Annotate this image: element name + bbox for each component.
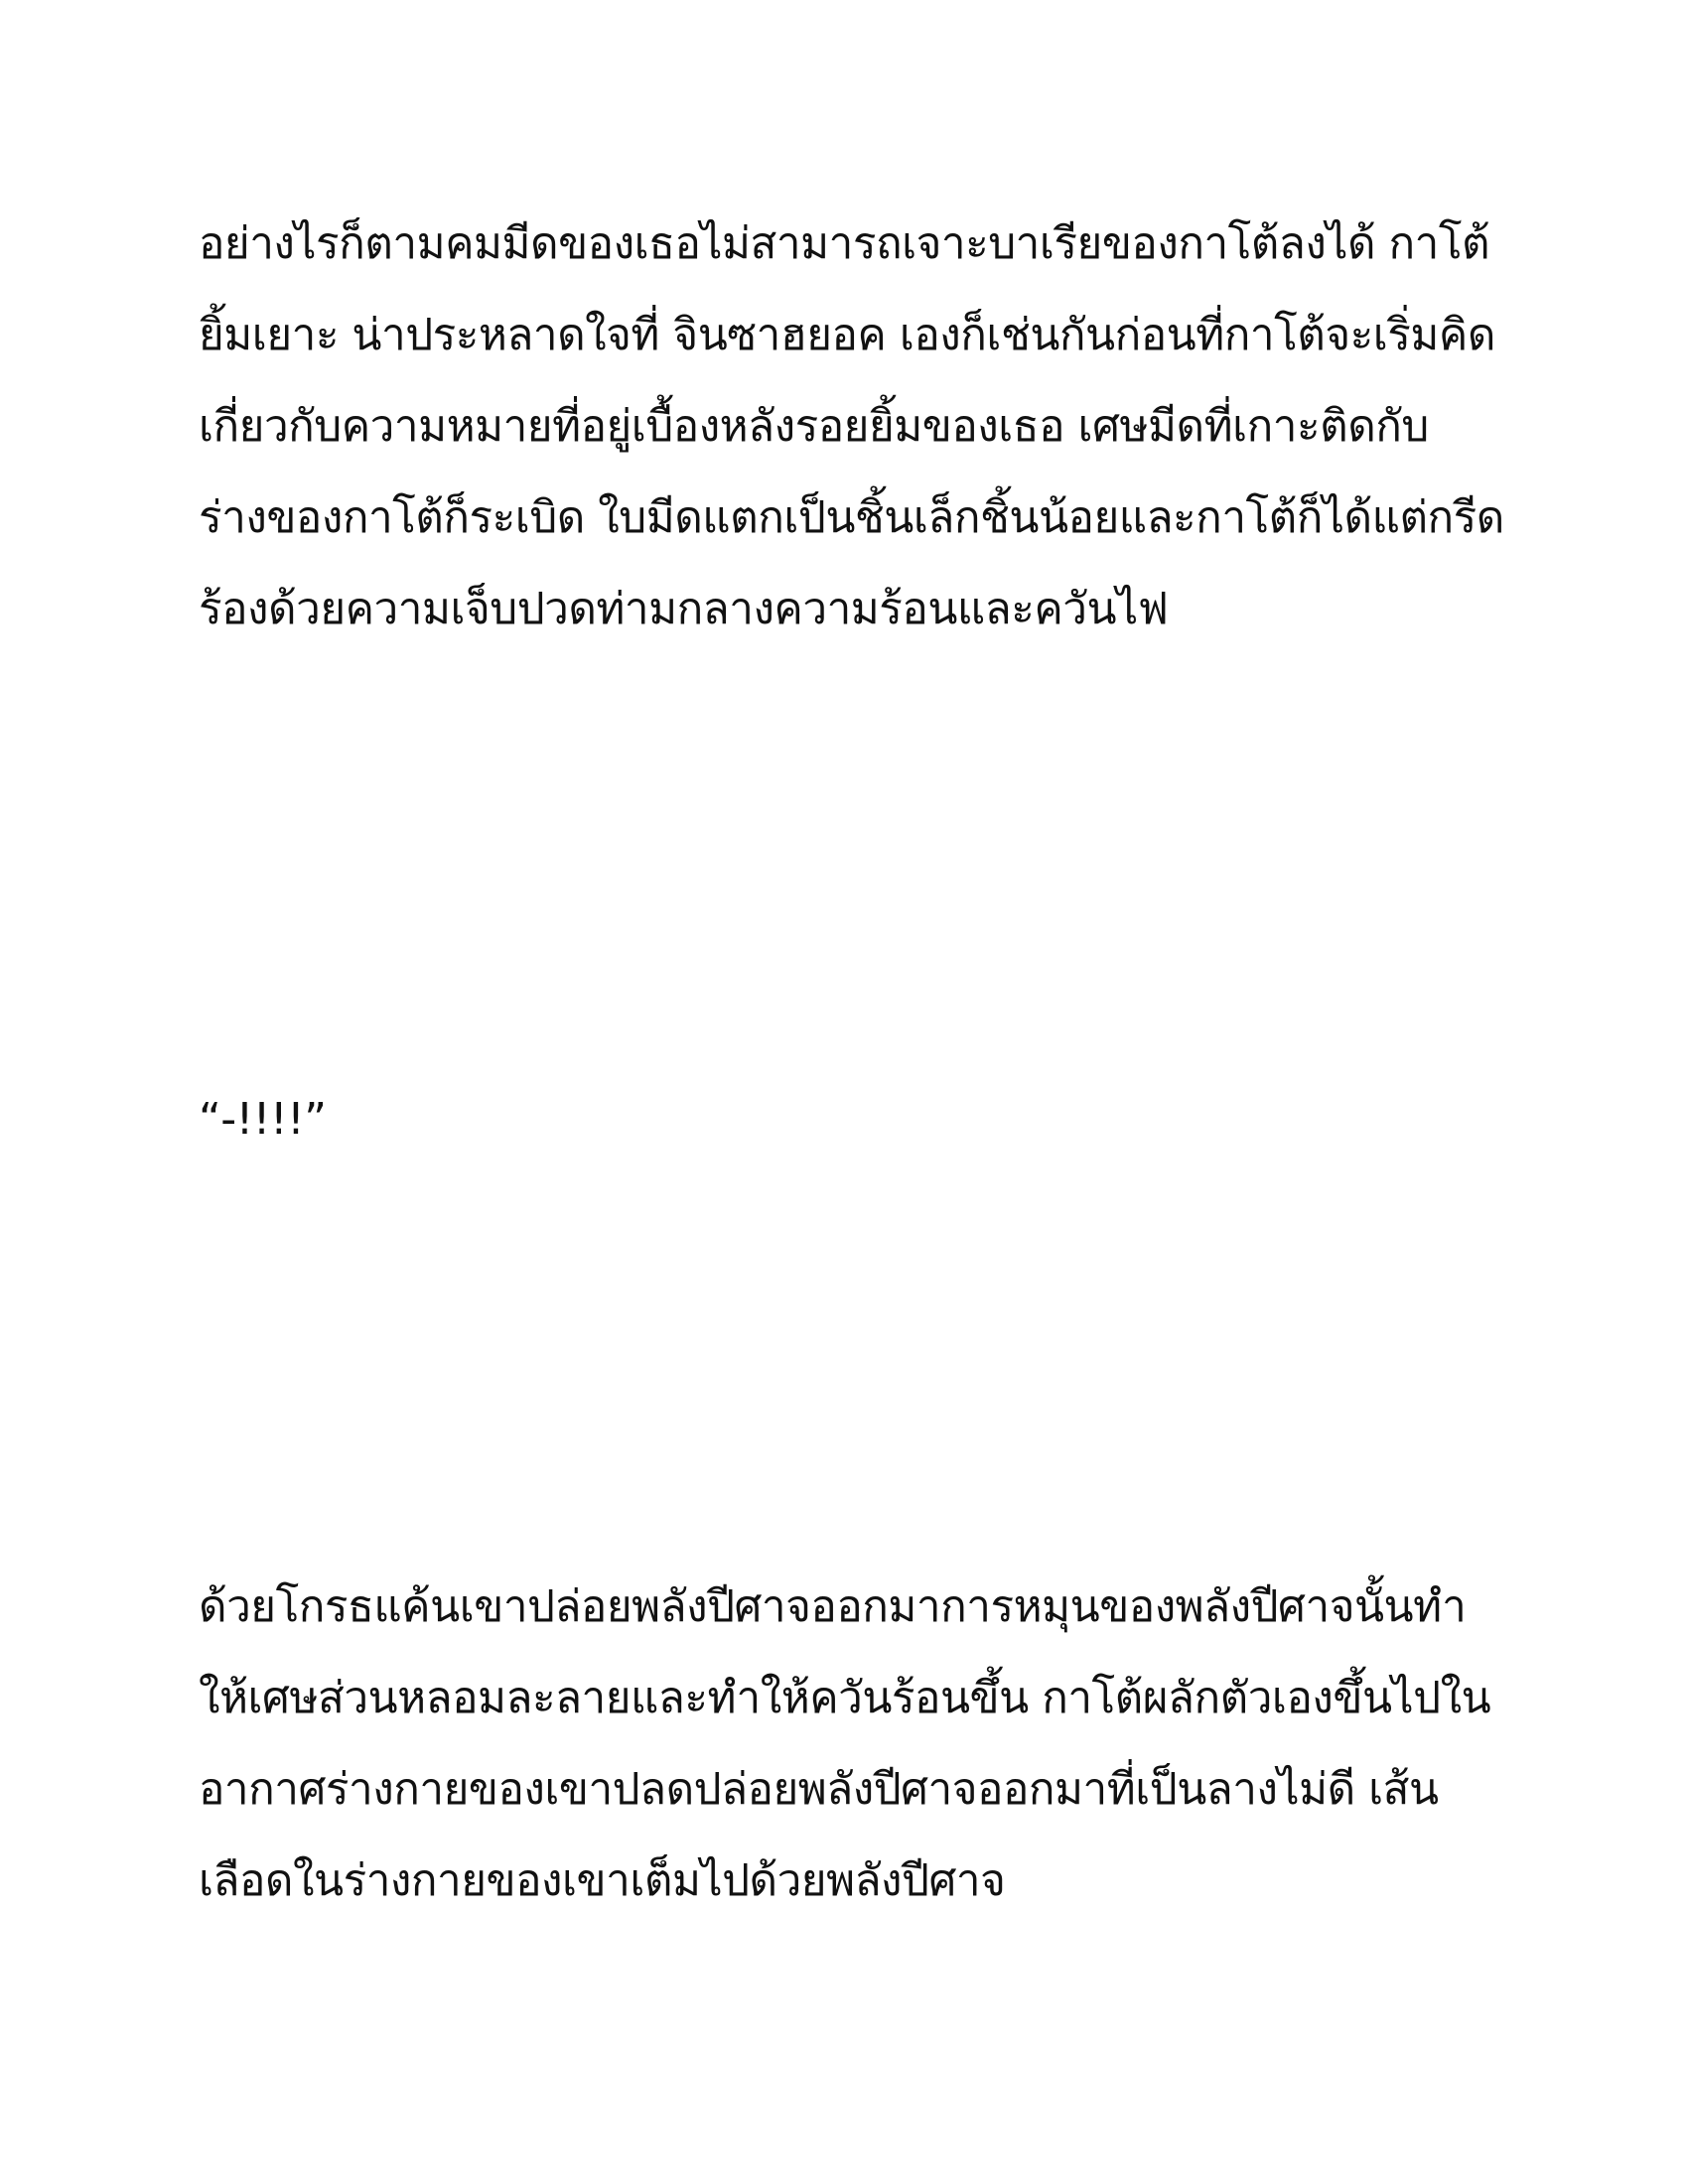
dialogue-line: “-!!!!” — [199, 1094, 327, 1145]
text-line: อย่างไรก็ตามคมมีดของเธอไม่สามารถเจาะบาเรียของกาโต้ลงได้ กาโต้ — [199, 218, 1490, 269]
text-line: ยิ้มเยาะ น่าประหลาดใจที่ จินซาฮยอค เองก็เช่นกันก่อนที่กาโต้จะเริ่มคิด — [199, 310, 1495, 360]
paragraph — [199, 1562, 1489, 1927]
text-line: เลือดในร่างกายของเขาเต็มไปด้วยพลังปีศาจ — [199, 1855, 1006, 1906]
text-line: อากาศร่างกายของเขาปลดปล่อยพลังปีศาจออกมาที่เป็นลางไม่ดี เส้น — [199, 1764, 1439, 1815]
text-line: ด้วยโกรธแค้นเขาปล่อยพลังปีศาจออกมาการหมุนของพลังปีศาจนั้นทำ — [199, 1581, 1467, 1632]
text-line: เกี่ยวกับความหมายที่อยู่เบื้องหลังรอยยิ้มของเธอ เศษมีดที่เกาะติดกับ — [199, 401, 1429, 452]
paragraph — [199, 199, 1504, 655]
dialogue-paragraph — [199, 1074, 1489, 1165]
text-line: ร่างของกาโต้ก็ระเบิด ใบมีดแตกเป็นชิ้นเล็กชิ้นน้อยและกาโต้ก็ได้แต่กรีด — [199, 492, 1504, 543]
text-line: ร้องด้วยความเจ็บปวดท่ามกลางความร้อนและควันไฟ — [199, 584, 1169, 634]
text-line: ให้เศษส่วนหลอมละลายและทำให้ควันร้อนขึ้น กาโต้ผลักตัวเองขึ้นไปใน — [199, 1673, 1491, 1723]
